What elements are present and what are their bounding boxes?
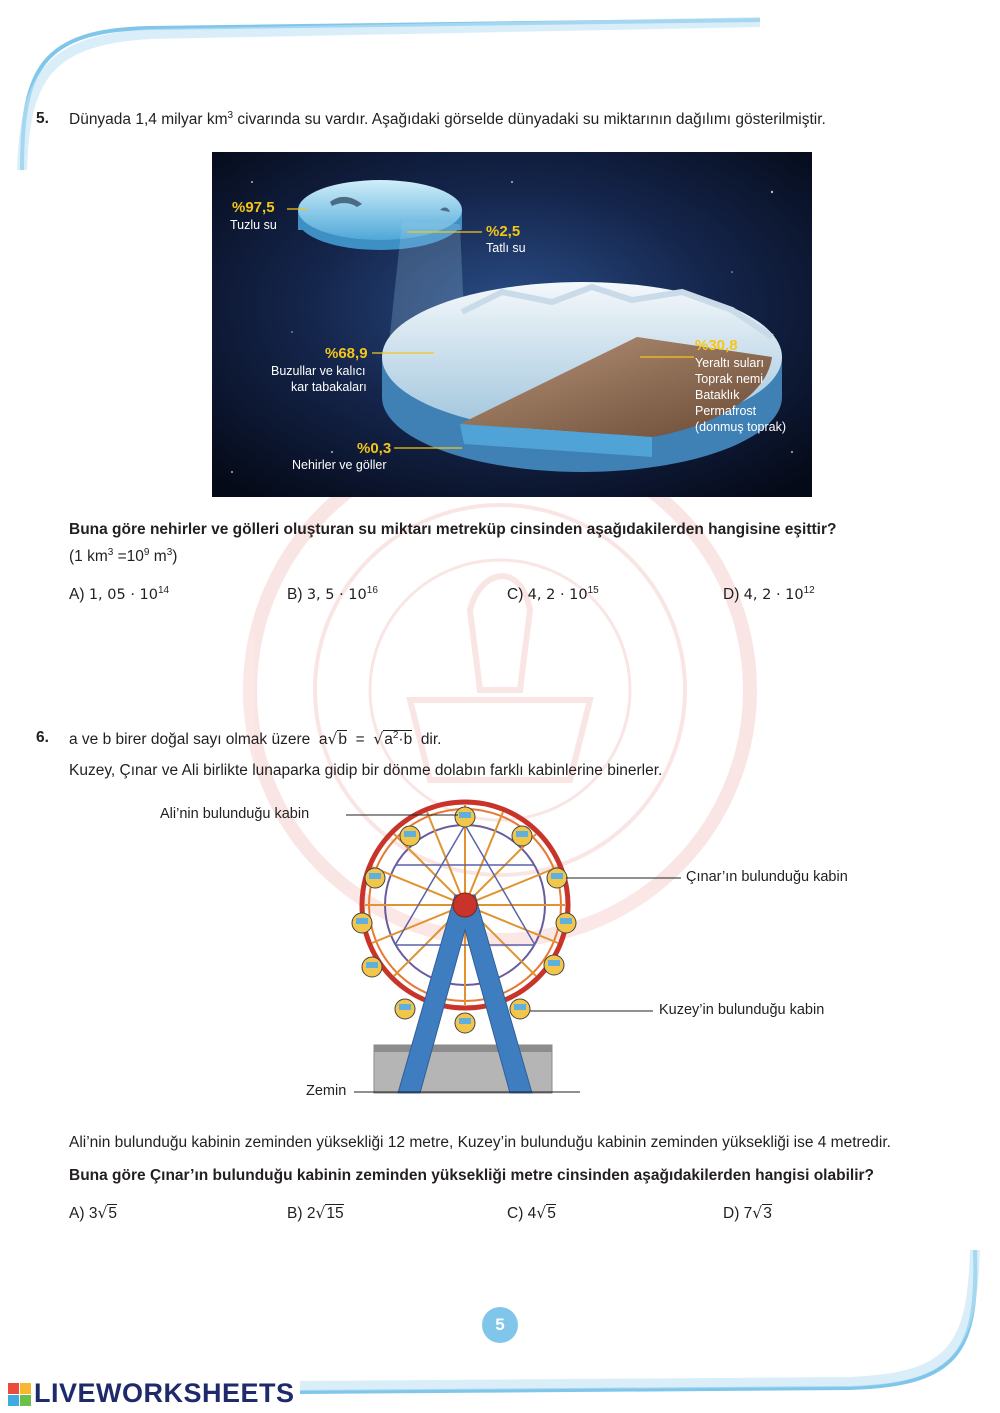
option-radicand: 5	[108, 1205, 117, 1222]
glacier-label-line2: kar tabakaları	[291, 380, 367, 394]
formula-b2: b	[403, 731, 413, 748]
note-part: )	[172, 548, 178, 565]
option-coefficient: 3	[88, 1205, 98, 1222]
question-6-prompt: Buna göre Çınar’ın bulunduğu kabinin zeminden yüksekliği metre cinsinden aşağıdakilerden hangisi olabilir?	[69, 1167, 875, 1184]
option-exponent: 14	[158, 584, 170, 596]
cinar-cabin-label: Çınar’ın bulunduğu kabin	[686, 869, 848, 885]
q6-option-d[interactable]	[723, 1204, 772, 1223]
option-letter: D)	[723, 586, 740, 603]
q5-intro-sup: 3	[227, 109, 234, 121]
option-coefficient: 7	[743, 1205, 753, 1222]
river-label: Nehirler ve göller	[292, 458, 387, 472]
option-letter: C)	[507, 1205, 524, 1222]
note-sup: 3	[107, 546, 114, 558]
fresh-water-percent: %2,5	[486, 223, 521, 240]
glacier-percent: %68,9	[325, 345, 368, 362]
option-value: 4, 2 · 10	[743, 587, 804, 603]
formula-a2: a	[384, 731, 393, 748]
formula-b: b	[338, 731, 347, 748]
option-exponent: 16	[366, 584, 378, 596]
groundwater-label-line2: Toprak nemi	[695, 372, 764, 386]
question-6-number: 6.	[36, 729, 49, 746]
sqrt-icon: √	[327, 730, 338, 748]
note-sup: 9	[143, 546, 150, 558]
note-sup: 3	[166, 546, 173, 558]
formula-a: a	[318, 731, 328, 748]
salt-water-label: Tuzlu su	[230, 218, 277, 232]
groundwater-label-line3: Bataklık	[695, 388, 740, 402]
option-letter: B)	[287, 586, 303, 603]
kuzey-cabin-label: Kuzey’in bulunduğu kabin	[659, 1002, 825, 1018]
option-exponent: 15	[587, 584, 599, 596]
option-exponent: 12	[803, 584, 815, 596]
question-5-number: 5.	[36, 110, 49, 127]
formula-dot: ·	[398, 731, 404, 748]
q6-line1-text: a ve b birer doğal sayı olmak üzere	[69, 731, 311, 748]
groundwater-label-line1: Yeraltı suları	[695, 356, 765, 370]
groundwater-label-line5: (donmuş toprak)	[695, 420, 787, 434]
q6-option-a[interactable]	[69, 1204, 117, 1223]
note-part: (1 km	[69, 548, 108, 565]
option-letter: A)	[69, 586, 85, 603]
question-6-info: Ali’nin bulunduğu kabinin zeminden yüksekliği 12 metre, Kuzey’in bulunduğu kabinin zeminden yüksekliği ise 4 metredir.	[69, 1134, 891, 1151]
salt-water-percent: %97,5	[232, 199, 275, 216]
question-5-prompt: Buna göre nehirler ve gölleri oluşturan su miktarı metreküp cinsinden aşağıdakilerden hangisine eşittir?	[69, 521, 837, 538]
note-part: =10	[113, 548, 144, 565]
sqrt-icon: √	[97, 1204, 108, 1222]
option-letter: D)	[723, 1205, 740, 1222]
sqrt-icon: √	[536, 1204, 547, 1222]
sqrt-icon: √	[752, 1204, 763, 1222]
option-radicand: 5	[547, 1205, 556, 1222]
sqrt-icon: √	[315, 1204, 326, 1222]
formula-exponent: 2	[392, 729, 399, 741]
option-value: 3, 5 · 10	[306, 587, 367, 603]
q6-line1-end: dir.	[420, 731, 442, 748]
option-radicand: 3	[763, 1205, 772, 1222]
glacier-label-line1: Buzullar ve kalıcı	[271, 364, 366, 378]
ground-label: Zemin	[306, 1083, 347, 1099]
option-coefficient: 4	[527, 1205, 537, 1222]
formula-equals: =	[355, 731, 365, 748]
fresh-water-label: Tatlı su	[486, 241, 526, 255]
page-number: 5	[482, 1307, 518, 1343]
q5-intro-part: civarında su vardır. Aşağıdaki görselde dünyadaki su miktarının dağılımı gösterilmiştir.	[233, 111, 826, 128]
q5-intro-part: Dünyada 1,4 milyar km	[69, 111, 228, 128]
groundwater-percent: %30,8	[695, 337, 738, 354]
q6-option-b[interactable]	[287, 1204, 344, 1223]
option-radicand: 15	[326, 1205, 344, 1222]
groundwater-label-line4: Permafrost	[695, 404, 757, 418]
liveworksheets-logo-icon	[8, 1383, 32, 1407]
q6-option-c[interactable]	[507, 1204, 556, 1223]
option-letter: B)	[287, 1205, 303, 1222]
option-letter: C)	[507, 586, 524, 603]
river-percent: %0,3	[357, 440, 392, 457]
option-letter: A)	[69, 1205, 85, 1222]
option-value: 1, 05 · 10	[88, 587, 158, 603]
question-6-line2: Kuzey, Çınar ve Ali birlikte lunaparka gidip bir dönme dolabın farklı kabinlerine binerler.	[69, 762, 663, 779]
ali-cabin-label: Ali’nin bulunduğu kabin	[160, 806, 310, 822]
note-part: m	[149, 548, 167, 565]
sqrt-icon: √	[373, 730, 384, 748]
option-value: 4, 2 · 10	[527, 587, 588, 603]
option-coefficient: 2	[306, 1205, 316, 1222]
liveworksheets-brand[interactable]: LIVEWORKSHEETS	[34, 1378, 295, 1408]
